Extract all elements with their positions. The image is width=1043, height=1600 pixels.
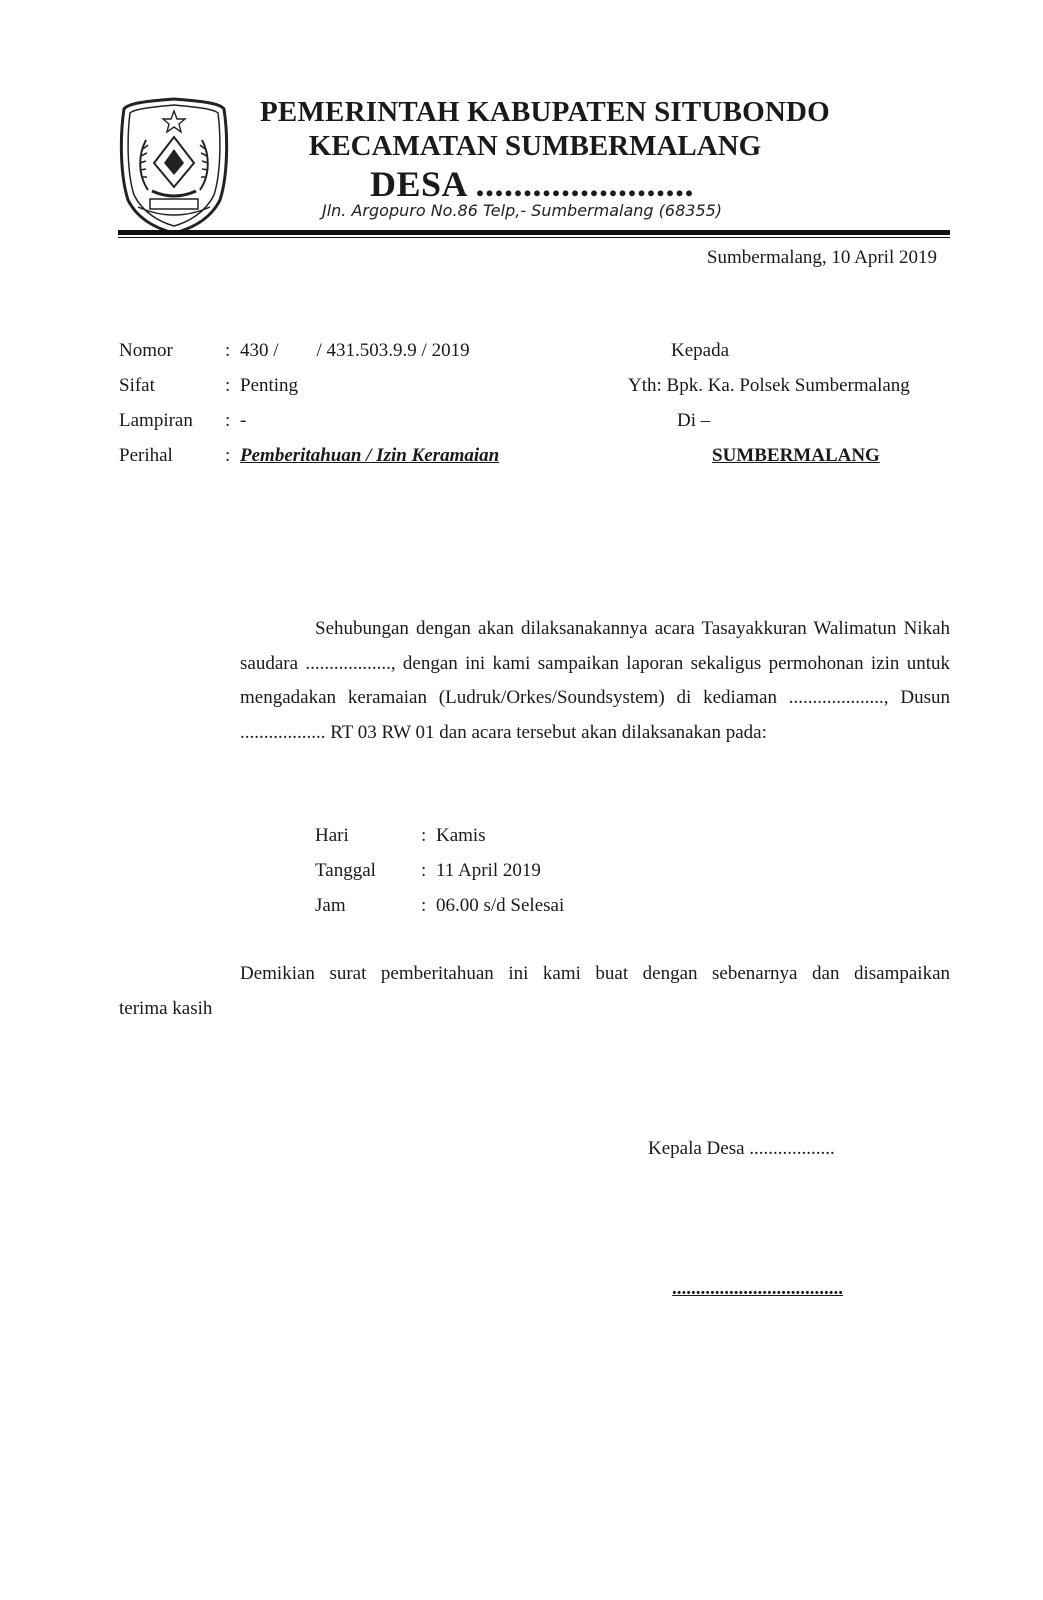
recipient-location: SUMBERMALANG [712, 445, 880, 466]
letterhead-government: PEMERINTAH KABUPATEN SITUBONDO [260, 96, 830, 128]
meta-colon: : [225, 340, 231, 361]
detail-value-jam: 06.00 s/d Selesai [436, 895, 565, 916]
detail-label-hari: Hari [315, 825, 349, 846]
letterhead-village: DESA ....................... [370, 164, 695, 204]
signature-name: .................................... [672, 1278, 843, 1299]
regency-emblem-logo [118, 95, 230, 235]
recipient-kepada: Kepada [671, 340, 730, 361]
meta-colon: : [225, 445, 231, 466]
detail-colon: : [421, 895, 427, 916]
meta-value-perihal: Pemberitahuan / Izin Keramaian [240, 445, 500, 466]
body-paragraph: Sehubungan dengan akan dilaksanakannya acara Tasayakkuran Walimatun Nikah saudara .................., dengan ini kami sampaikan laporan sekaligus permohonan izin untuk mengadakan keramaian (Ludruk/Orkes/Soundsystem) di kediaman ...................., Dusun .................. RT 03 RW 01 dan acara tersebut akan dilaksanakan pada: [240, 618, 950, 743]
signature-title: Kepala Desa .................. [648, 1138, 835, 1159]
detail-value-tanggal: 11 April 2019 [436, 860, 541, 881]
detail-label-tanggal: Tanggal [315, 860, 376, 881]
meta-label-lampiran: Lampiran [119, 410, 193, 431]
letter-date: Sumbermalang, 10 April 2019 [706, 247, 937, 268]
meta-label-nomor: Nomor [119, 340, 173, 361]
letterhead-address: Jln. Argopuro No.86 Telp,- Sumbermalang (68355) [322, 201, 723, 220]
detail-colon: : [421, 825, 427, 846]
letterhead-district: KECAMATAN SUMBERMALANG [308, 130, 762, 162]
detail-value-hari: Kamis [436, 825, 486, 846]
closing-line-2: terima kasih [119, 998, 213, 1019]
meta-value-nomor: 430 / / 431.503.9.9 / 2019 [240, 340, 470, 361]
letterhead-divider-thick [118, 230, 950, 235]
meta-colon: : [225, 375, 231, 396]
recipient-di: Di – [677, 410, 711, 431]
body-paragraph-container [240, 612, 950, 750]
detail-colon: : [421, 860, 427, 881]
recipient-name: Yth: Bpk. Ka. Polsek Sumbermalang [628, 375, 910, 396]
closing-line-1: Demikian surat pemberitahuan ini kami buat dengan sebenarnya dan disampaikan [240, 963, 950, 984]
letterhead-divider-thin [118, 237, 950, 238]
meta-label-perihal: Perihal [119, 445, 173, 466]
meta-label-sifat: Sifat [119, 375, 155, 396]
meta-colon: : [225, 410, 231, 431]
meta-value-lampiran: - [240, 410, 247, 431]
meta-value-sifat: Penting [240, 375, 299, 396]
detail-label-jam: Jam [315, 895, 346, 916]
